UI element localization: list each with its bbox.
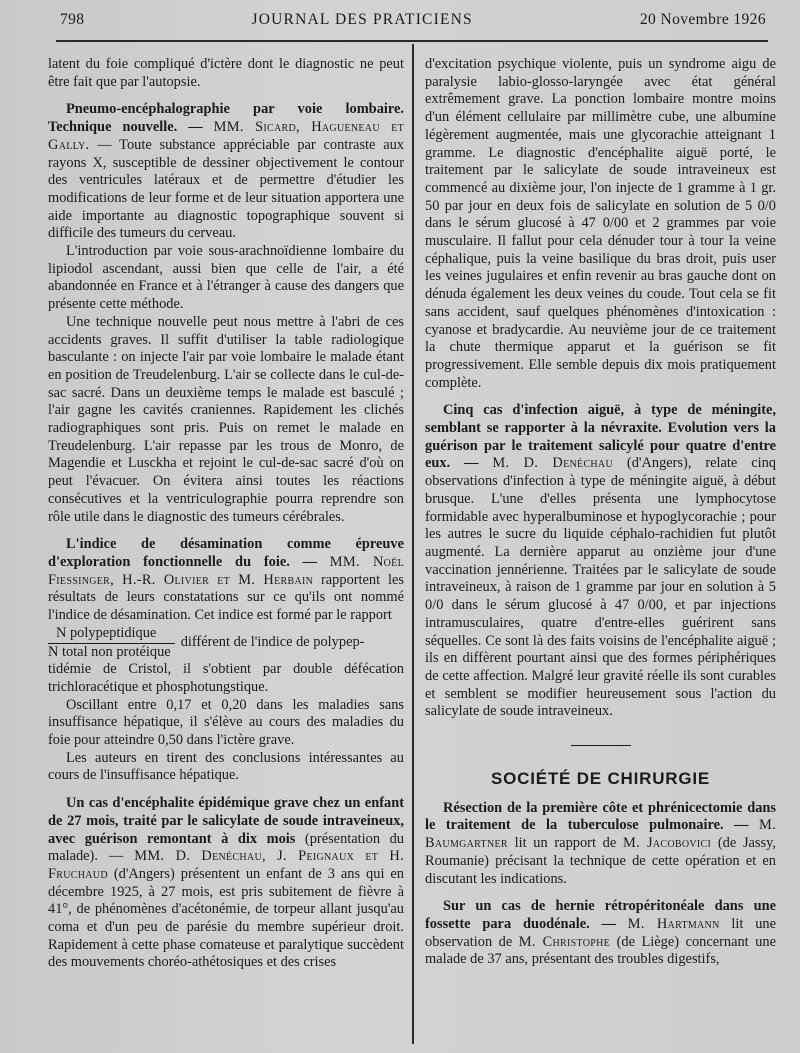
article-text: (d'Angers) présentent un enfant de 3 ans qui en décembre 1925, à 27 mois, est pris subitement de fièvre à 41°, de phénomènes d'acétonémie, de torpeur allant jusqu'au coma et d'un peu de parésie du membre supérieur droit. Rapidement à cette phase comateuse et paralytique succèdent des mouvements choréo-athétosiques et des crises <box>48 865 404 971</box>
left-column <box>48 56 404 972</box>
article-text: lit un rapport de <box>507 835 623 852</box>
intro-paragraph: latent du foie compliqué d'ictère dont le diagnostic ne peut être fait que par l'autopsie. <box>48 56 404 90</box>
fraction-numerator: N polypeptidique <box>48 625 175 644</box>
article-authors: MM. Noël Fiessinger, H.-R. Olivier et M. Herbain <box>48 553 404 588</box>
ratio-formula <box>48 625 404 661</box>
paragraph: Les auteurs en tirent des conclusions intéressantes au cours de l'insuffisance hépatique. <box>48 749 404 784</box>
article-resection-cote <box>425 800 776 889</box>
paragraph: tidémie de Cristol, il s'obtient par double défécation trichloracétique et phosphotungstique. <box>48 661 404 695</box>
article-authors: MM. Sicard, Hagueneau et Gally. <box>48 119 404 153</box>
journal-title: JOURNAL DES PRATICIENS <box>251 11 473 28</box>
article-pneumo-encephalographie <box>48 101 404 243</box>
article-author: M. Baumgartner <box>425 817 776 852</box>
fraction-denominator: N total non protéique <box>48 643 171 660</box>
article-title: Résection de la première côte et phrénicectomie dans le traitement de la tuberculose pulmonaire. — <box>425 799 776 834</box>
section-separator <box>571 745 631 746</box>
column-divider <box>412 44 414 1044</box>
article-text: — Toute substance appréciable par contraste aux rayons X, susceptible de dessiner objectivement le contour des ventricules latéraux et de permettre d'étudier les modifications de leur forme et de leur situation apportera une aide importante au diagnostic topographique souvent si difficile des tumeurs du cerveau. <box>48 136 404 242</box>
article-authors: M. D. Denéchau <box>492 455 613 472</box>
article-cinq-cas-infection <box>425 402 776 721</box>
article-text: (d'Angers), relate cinq observations d'infection à type de méningite aiguë, à début brusque. L'une d'elles présenta une lymphocytose formidable avec hyperalbuminose et hypoglycorachie ; pour les autres le sucre du liquide céphalo-rachidien fut plutôt augmenté. La dernière apparut au onzième jour d'une vaccination jennérienne. Traitées par le salicylate de soude intraveineux, à raison de 1 gramme par jour en solution à 5 0/0 dans le sérum glucosé à 47 0/00, et par injections intramusculaires, quatre d'entre-elles guérirent sans séquelles. Ce sont là des faits voisins de l'encéphalite aiguë ; ils en diffèrent pourtant ainsi que des formes périphériques de cette affection. Malgré leur gravité réelle ils sont curables et semblent se modifier heureusement sous l'action du salicylate de soude intraveineux. <box>425 455 776 720</box>
article-title: Cinq cas d'infection aiguë, à type de méningite, semblant se rapporter à la névraxite. Evolution vers la guérison par le traitement salicylé pour quatre d'entre eux. — <box>425 402 776 472</box>
paragraph: d'excitation psychique violente, puis un syndrome aigu de paralysie labio-glosso-laryngée avec état général extrêmement grave. La ponction lombaire montre moins d'un élément cellulaire par millimètre cube, une albumine légèrement augmentée, mais une glycorachie atteignant 1 gramme. Le diagnostic d'encéphalite aiguë porté, le traitement par le salicylate de soude intraveineux est commencé au dixième jour, l'on injecte de 1 gramme à 1 gr. 50 par jour en deux fois de salicylate en solution de 5 0/0 dans le sérum glucosé à 47 0/00 et 2 grammes par voie musculaire. Il fallut pour cela dénuder tour à tour la veine céphalique, puis la veine basilique du bras droit, puis user les veines jugulaires et enfin revenir au bras gauche dont on dénuda également les deux veines du coude. Tout cela se fit sans accident, sauf quelques phénomènes d'intoxication : cyanose et bradycardie. Au neuvième jour de ce traitement la chute thermique apparut et la guérison se fit progressivement. Elle semble depuis dix mois pratiquement complète. <box>425 56 776 391</box>
section-heading: SOCIÉTÉ DE CHIRURGIE <box>490 769 711 789</box>
article-text: rapportent les résultats de leurs constatations sur ce qu'ils ont nommé l'indice de désamination. Cet indice est formé par le rapport <box>48 571 404 624</box>
fraction <box>48 625 175 661</box>
article-author: M. Hartmann <box>627 915 720 932</box>
issue-date: 20 Novembre 1926 <box>639 11 766 28</box>
page-header <box>0 0 800 40</box>
header-rule <box>56 40 768 42</box>
article-author: M. Jacobovici <box>622 835 712 852</box>
right-column <box>425 56 776 969</box>
article-hernie-retroperitoneale <box>425 898 776 969</box>
article-title: L'indice de désamination comme épreuve d'exploration fonctionnelle du foie. — <box>48 536 404 570</box>
page-number: 798 <box>60 11 85 28</box>
paragraph: Une technique nouvelle peut nous mettre à l'abri de ces accidents graves. Il suffit d'utiliser la table radiologique basculante : on injecte l'air par voie lombaire le malade étant en position de Treudelenburg. L'air se collecte dans le cul-de-sac sacré. Dans un deuxième temps le malade est basculé ; l'air gagne les cavités craniennes. Rapidement les clichés radiographiques sont pris. Puis on remet le malade en Treudelenburg. L'air repasse par les trous de Monro, de Magendie et Lusckha et rejoint le cul-de-sac sacré d'où on peut l'évacuer. On évitera ainsi toutes les réactions consécutives et la ventriculographie pourra reprendre son rôle utile dans le diagnostic des tumeurs cérébrales. <box>48 313 404 525</box>
article-note: (présentation du malade). — <box>48 830 404 865</box>
article-author: M. Christophe <box>518 933 611 950</box>
article-authors: MM. D. Denéchau, J. Peignaux et H. Fruchaud <box>48 848 404 882</box>
article-encephalite-epidemique <box>48 795 404 972</box>
article-text: lit une observation de <box>425 915 776 950</box>
paragraph: Oscillant entre 0,17 et 0,20 dans les maladies sans insuffisance hépatique, il s'élève au cours des maladies du foie pour atteindre 0,50 dans l'ictère grave. <box>48 696 404 749</box>
article-indice-desamination <box>48 536 404 625</box>
paragraph: L'introduction par voie sous-arachnoïdienne lombaire du lipiodol ascendant, aussi bien que celle de l'air, a été abandonnée en France et à l'étranger à cause des dangers que présente cette méthode. <box>48 243 404 313</box>
article-text: (de Jassy, Roumanie) précisant la technique de cette opération et en discutant les indications. <box>425 835 776 887</box>
article-title: Un cas d'encéphalite épidémique grave chez un enfant de 27 mois, traité par le salicylate de soude intraveineux, avec guérison remontant à dix mois <box>48 795 404 847</box>
formula-text: différent de l'indice de polypep- <box>180 634 365 651</box>
article-text: (de Liège) concernant une malade de 37 ans, présentant des troubles digestifs, <box>425 933 776 968</box>
article-title: Pneumo-encéphalographie par voie lombaire. Technique nouvelle. — <box>48 101 404 136</box>
article-title: Sur un cas de hernie rétropéritonéale dans une fossette para duodénale. — <box>425 898 776 932</box>
